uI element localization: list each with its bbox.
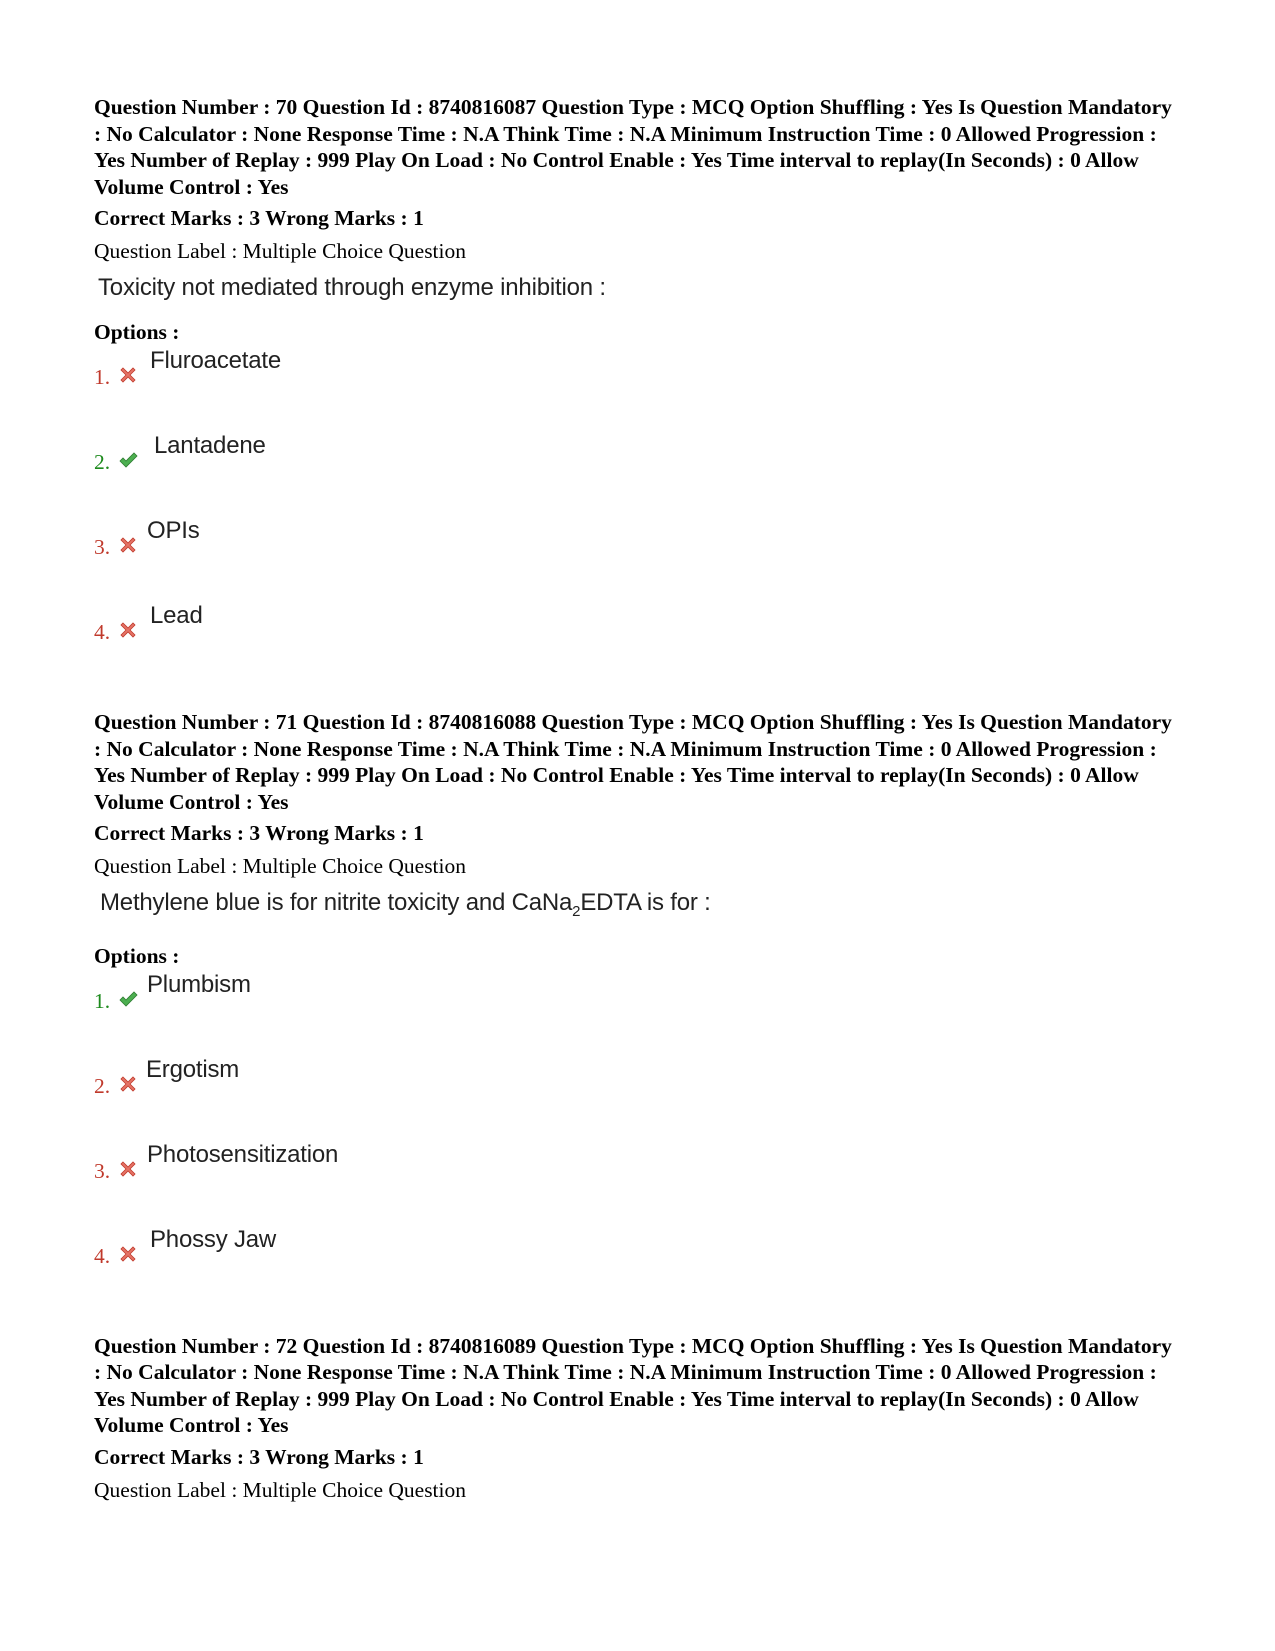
option-number: 3. (94, 1158, 111, 1183)
option-text: Photosensitization (147, 1140, 339, 1168)
option-item (94, 601, 1184, 671)
cross-icon (118, 365, 138, 385)
options-title: Options : (94, 943, 180, 968)
option-item (94, 431, 1184, 516)
option-item (94, 516, 1184, 601)
option-item (94, 346, 1184, 431)
question-71 (94, 709, 1184, 1295)
option-number: 1. (94, 988, 111, 1013)
option-number: 2. (94, 450, 111, 474)
option-item (94, 970, 1184, 1055)
cross-icon (118, 620, 138, 640)
question-text-part: Methylene blue is for nitrite toxicity and CaNa (100, 889, 573, 916)
question-text-subscript: 2 (572, 902, 581, 920)
option-number: 4. (94, 1243, 111, 1268)
cross-icon (118, 1159, 138, 1179)
question-text (100, 888, 1184, 927)
options-title: Options : (94, 320, 180, 344)
question-marks: Correct Marks : 3 Wrong Marks : 1 (94, 821, 424, 845)
question-72 (94, 1333, 1184, 1504)
option-text: Plumbism (147, 970, 251, 998)
option-text: OPIs (147, 517, 200, 544)
option-text: Phossy Jaw (150, 1225, 277, 1253)
question-marks: Correct Marks : 3 Wrong Marks : 1 (94, 1444, 424, 1469)
question-70 (94, 94, 1184, 671)
option-number: 2. (94, 1073, 111, 1098)
question-marks: Correct Marks : 3 Wrong Marks : 1 (94, 206, 424, 230)
question-paper (94, 94, 1184, 1542)
cross-icon (118, 1244, 138, 1264)
question-meta: Question Number : 72 Question Id : 8740816089 Question Type : MCQ Option Shuffling : Yes Is Question Mandatory : No Calculator : None Response Time : N.A Think Time : N.A Minimum Instruction Time : 0 Allowed Progression : Yes Number of Replay : 999 Play On Load : No Control Enable : Yes Time interval to replay(In Seconds) : 0 Allow Volume Control : Yes (94, 1333, 1172, 1438)
option-text: Lead (150, 602, 203, 629)
option-text: Ergotism (146, 1055, 240, 1083)
option-item (94, 1140, 1184, 1225)
question-text: Toxicity not mediated through enzyme inhibition : (98, 274, 606, 301)
cross-icon (118, 1074, 138, 1094)
option-number: 1. (94, 365, 111, 389)
check-icon (118, 450, 138, 470)
question-meta: Question Number : 71 Question Id : 8740816088 Question Type : MCQ Option Shuffling : Yes Is Question Mandatory : No Calculator : None Response Time : N.A Think Time : N.A Minimum Instruction Time : 0 Allowed Progression : Yes Number of Replay : 999 Play On Load : No Control Enable : Yes Time interval to replay(In Seconds) : 0 Allow Volume Control : Yes (94, 710, 1172, 814)
check-icon (118, 989, 138, 1009)
question-meta: Question Number : 70 Question Id : 8740816087 Question Type : MCQ Option Shuffling : Yes Is Question Mandatory : No Calculator : None Response Time : N.A Think Time : N.A Minimum Instruction Time : 0 Allowed Progression : Yes Number of Replay : 999 Play On Load : No Control Enable : Yes Time interval to replay(In Seconds) : 0 Allow Volume Control : Yes (94, 95, 1172, 199)
question-text-part: EDTA is for : (580, 889, 711, 916)
option-number: 3. (94, 535, 111, 559)
question-label: Question Label : Multiple Choice Question (94, 854, 467, 878)
cross-icon (118, 535, 138, 555)
question-label: Question Label : Multiple Choice Question (94, 239, 467, 263)
option-item (94, 1225, 1184, 1295)
option-text: Lantadene (154, 432, 266, 459)
question-label: Question Label : Multiple Choice Question (94, 1477, 467, 1502)
option-text: Fluroacetate (150, 347, 282, 374)
option-number: 4. (94, 620, 111, 644)
option-item (94, 1055, 1184, 1140)
